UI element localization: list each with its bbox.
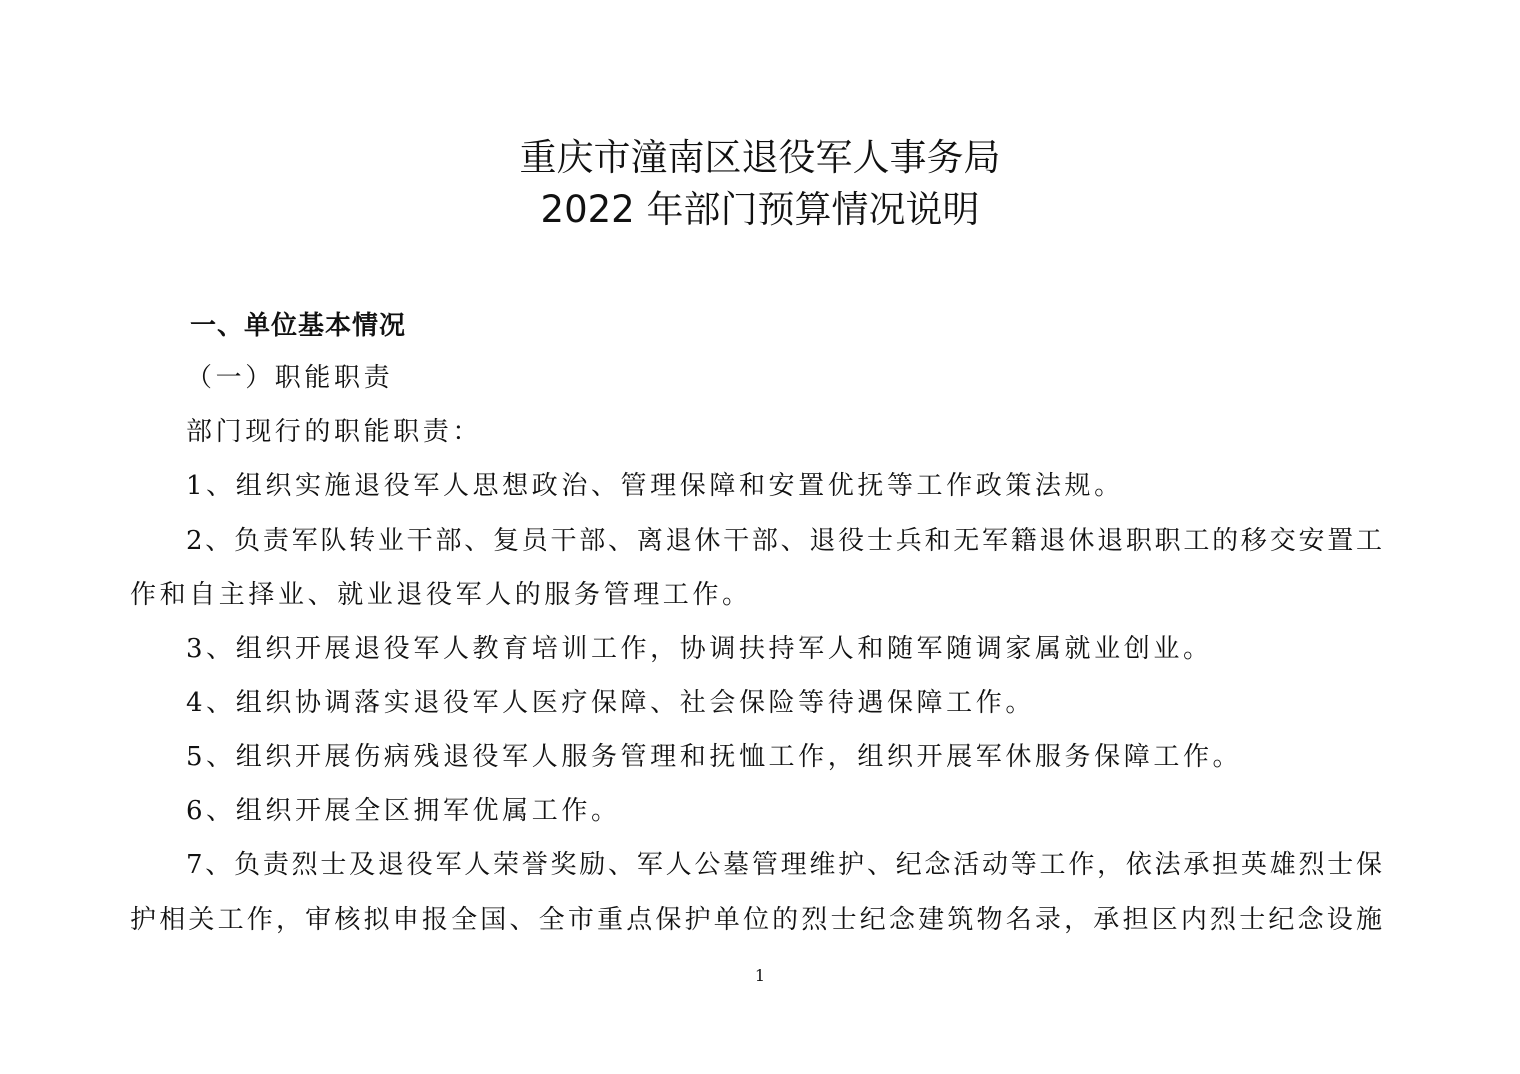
list-item: 5、组织开展伤病残退役军人服务管理和抚恤工作，组织开展军休服务保障工作。 <box>186 742 1243 772</box>
list-item: 7、负责烈士及退役军人荣誉奖励、军人公墓管理维护、纪念活动等工作，依法承担英雄烈士保 <box>186 850 1382 880</box>
intro-paragraph: 部门现行的职能职责： <box>186 417 483 447</box>
list-item: 2、负责军队转业干部、复员干部、离退休干部、退役士兵和无军籍退休退职职工的移交安置工 <box>186 526 1382 556</box>
list-item: 4、组织协调落实退役军人医疗保障、社会保险等待遇保障工作。 <box>186 688 1035 718</box>
section-heading: 一、单位基本情况 <box>190 311 407 341</box>
list-item-continuation: 作和自主择业、就业退役军人的服务管理工作。 <box>130 580 752 610</box>
list-item: 1、组织实施退役军人思想政治、管理保障和安置优抚等工作政策法规。 <box>186 471 1124 501</box>
title-line-1: 重庆市潼南区退役军人事务局 <box>519 136 1001 179</box>
page-number: 1 <box>754 966 766 985</box>
subsection-heading: （一）职能职责 <box>186 363 394 393</box>
document-title <box>0 132 1520 236</box>
list-item-continuation: 护相关工作，审核拟申报全国、全市重点保护单位的烈士纪念建筑物名录，承担区内烈士纪念设施 <box>130 905 1382 935</box>
list-item: 3、组织开展退役军人教育培训工作，协调扶持军人和随军随调家属就业创业。 <box>186 634 1213 664</box>
list-item: 6、组织开展全区拥军优属工作。 <box>186 796 621 826</box>
title-line-2: 2022 年部门预算情况说明 <box>540 188 980 231</box>
